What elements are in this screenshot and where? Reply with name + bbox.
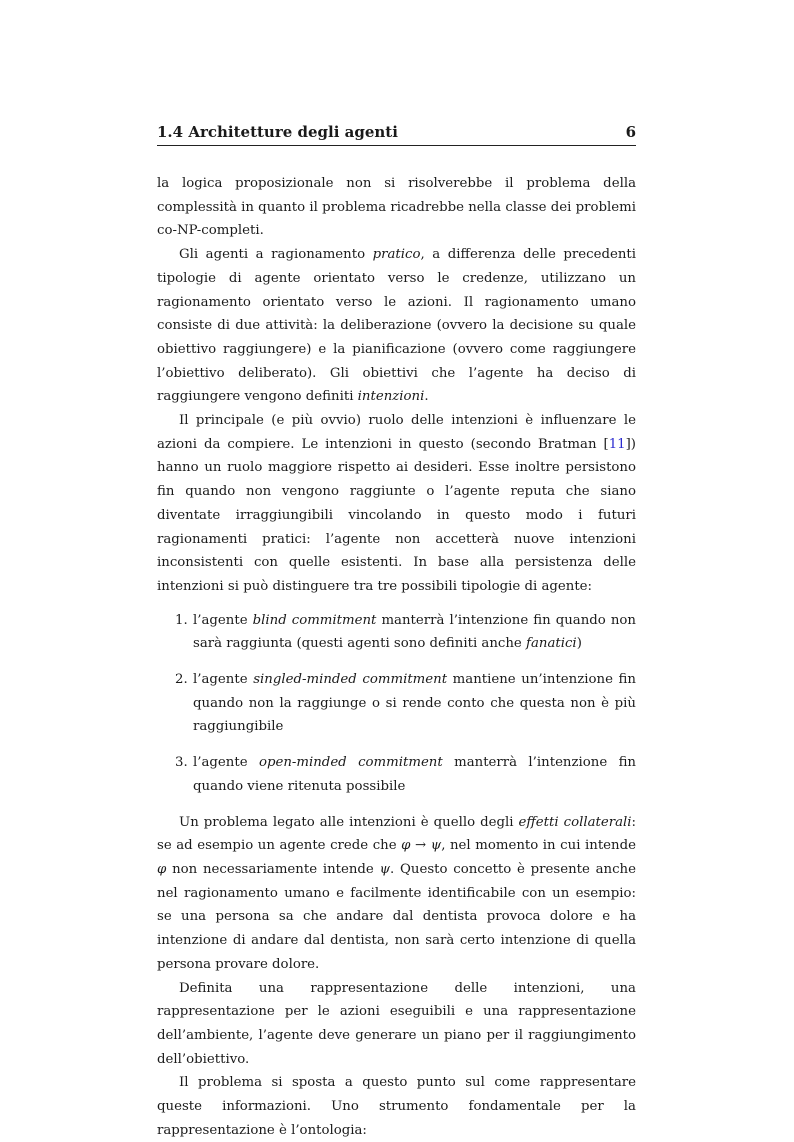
body-text: [157, 172, 636, 1142]
commitment-list: [157, 609, 636, 799]
paragraph-3: Il principale (e più ovvio) ruolo delle intenzioni è influenzare le azioni da compiere. Le intenzioni in questo (secondo Bratman [11]) hanno un ruolo maggiore rispetto ai desideri. Esse inoltre persistono fin quando non vengono raggiunte o l’agente reputa che siano diventate irraggiungibili vincolando in questo modo i futuri ragionamenti pratici: l’agente non accetterà nuove intenzioni inconsistenti con quelle esistenti. In base alla persistenza delle intenzioni si può distinguere tra tre possibili tipologie di agente:: [157, 413, 636, 594]
page-number: 6: [625, 123, 636, 141]
list-item: 2. l’agente singled-minded commitment mantiene un’intenzione fin quando non la raggiunge o si rende conto che questa non è più raggiungibile: [157, 668, 636, 739]
list-number: 2.: [175, 672, 188, 688]
list-number: 1.: [175, 612, 188, 628]
list-item: 3. l’agente open-minded commitment manterrà l’intenzione fin quando viene ritenuta possibile: [157, 751, 636, 798]
math-phi: φ: [157, 861, 167, 877]
paragraph-2: Gli agenti a ragionamento pratico, a differenza delle precedenti tipologie di agente orientato verso le credenze, utilizzano un ragionamento orientato verso le azioni. Il ragionamento umano consiste di due attività: la deliberazione (ovvero la decisione su quale obiettivo raggiungere) e la pianificazione (ovvero come raggiungere l’obiettivo deliberato). Gli obiettivi che l’agente ha deciso di raggiungere vengono definiti intenzioni.: [157, 247, 636, 405]
section-title: 1.4 Architetture degli agenti: [157, 123, 398, 141]
list-number: 3.: [175, 755, 188, 771]
paragraph-1: la logica proposizionale non si risolverebbe il problema della complessità in quanto il problema ricadrebbe nella classe dei problemi co-NP-completi.: [157, 176, 636, 239]
citation-link[interactable]: 11: [608, 436, 626, 452]
math-psi: ψ: [379, 861, 390, 877]
list-item: 1. l’agente blind commitment manterrà l’intenzione fin quando non sarà raggiunta (questi agenti sono definiti anche fanatici): [157, 609, 636, 656]
term-pratico: pratico: [372, 247, 421, 263]
term-intenzioni: intenzioni: [357, 389, 425, 405]
math-implication: φ → ψ: [401, 838, 442, 854]
running-header: [157, 123, 636, 146]
term-effetti-collaterali: effetti collaterali: [518, 814, 632, 830]
paragraph-6: Il problema si sposta a questo punto sul come rappresentare queste informazioni. Uno strumento fondamentale per la rappresentazione è l’ontologia:: [157, 1075, 636, 1138]
paragraph-4: Un problema legato alle intenzioni è quello degli effetti collaterali: se ad esempio un agente crede che φ → ψ, nel momento in cui intende φ non necessariamente intende ψ. Questo concetto è presente anche nel ragionamento umano e facilmente identificabile con un esempio: se una persona sa che andare dal dentista provoca dolore e ha intenzione di andare dal dentista, non sarà certo intenzione di quella persona provare dolore.: [157, 814, 636, 972]
paragraph-5: Definita una rappresentazione delle intenzioni, una rappresentazione per le azioni eseguibili e una rappresentazione dell’ambiente, l’agente deve generare un piano per il raggiungimento dell’obiettivo.: [157, 980, 636, 1067]
